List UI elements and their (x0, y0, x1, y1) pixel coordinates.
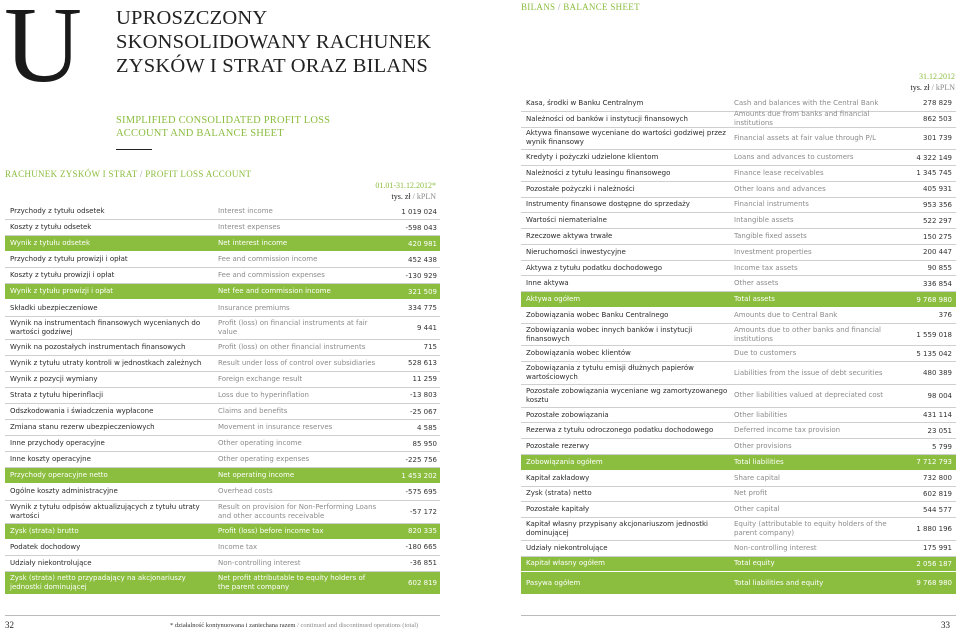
row-label-en: Amounts due to Central Bank (734, 310, 838, 319)
row-label-en: Fee and commission income (218, 255, 318, 264)
footer-divider-right (521, 615, 956, 616)
row-value: 9 768 980 (916, 579, 952, 588)
table-row (5, 220, 440, 236)
heading-pl: BILANS (521, 2, 556, 12)
period-label: 31.12.2012 (919, 72, 955, 81)
row-value: 11 259 (412, 375, 437, 384)
row-label-en: Total liabilities (734, 457, 784, 466)
row-value: -130 929 (405, 271, 437, 280)
row-value: 85 950 (412, 439, 437, 448)
table-row (5, 436, 440, 452)
row-label-pl: Wynik z tytułu odpisów aktualizujących z tytułu utraty wartości (10, 502, 200, 520)
table-total-row (5, 468, 440, 484)
row-value: 7 712 793 (916, 458, 952, 467)
row-label-en: Result on provision for Non-Performing Loans and other accounts receivable (218, 502, 377, 520)
row-label-pl: Rzeczowe aktywa trwałe (526, 232, 613, 240)
table-total-row (521, 572, 956, 595)
table-total-row (521, 557, 956, 573)
row-label-en: Net profit (734, 489, 768, 498)
table-row (521, 385, 956, 408)
table-row (521, 423, 956, 439)
table-row (5, 452, 440, 468)
row-value: 405 931 (923, 185, 952, 194)
row-label-pl: Zmiana stanu rezerw ubezpieczeniowych (10, 423, 155, 432)
row-value: 820 335 (408, 527, 437, 536)
row-value: 23 051 (927, 426, 952, 435)
page-number-right: 33 (941, 620, 950, 630)
row-label-pl: Pozostałe zobowiązania wyceniane wg zamortyzowanego kosztu (526, 386, 728, 404)
row-label-en: Financial assets at fair value through P/L (734, 133, 876, 142)
row-value: 602 819 (408, 578, 437, 587)
table-row (5, 556, 440, 572)
row-label-en: Interest income (218, 207, 273, 216)
unit-en: kPLN (416, 192, 436, 201)
footnote (170, 622, 418, 629)
table-row (521, 150, 956, 166)
row-value: 602 819 (923, 489, 952, 498)
row-label-pl: Zysk (strata) brutto (10, 526, 79, 535)
table-row (521, 276, 956, 292)
table-row (521, 487, 956, 503)
row-value: 420 981 (408, 239, 437, 248)
row-label-en: Other loans and advances (734, 184, 826, 193)
row-label-en: Liabilities from the issue of debt securities (734, 368, 883, 377)
row-value: 5 135 042 (916, 349, 952, 358)
table-row (5, 501, 440, 524)
row-label-pl: Odszkodowania i świadczenia wypłacone (10, 407, 154, 416)
row-value: 9 441 (416, 323, 437, 332)
table-row (521, 112, 956, 128)
row-label-pl: Udziały niekontrolujące (526, 543, 608, 552)
table-total-row (5, 236, 440, 252)
table-row (5, 317, 440, 340)
row-label-pl: Instrumenty finansowe dostępne do sprzedaży (526, 200, 690, 209)
row-value: 1 345 745 (916, 169, 952, 178)
table-row (521, 261, 956, 277)
row-label-en: Other liabilities valued at depreciated cost (734, 391, 884, 400)
row-label-pl: Udziały niekontrolujące (10, 558, 92, 567)
unit-en: kPLN (935, 83, 955, 92)
table-row (521, 229, 956, 245)
row-value: 301 739 (923, 134, 952, 143)
row-label-en: Non-controlling interest (218, 558, 301, 567)
row-label-pl: Nieruchomości inwestycyjne (526, 247, 626, 256)
row-value: 4 585 (416, 423, 437, 432)
table-row (5, 420, 440, 436)
row-label-pl: Aktywa finansowe wyceniane do wartości godziwej przez wynik finansowy (526, 129, 726, 147)
row-value: -598 043 (405, 223, 437, 232)
row-value: 321 509 (408, 287, 437, 296)
row-label-en: Cash and balances with the Central Bank (734, 98, 879, 107)
table-row (521, 182, 956, 198)
row-label-en: Other operating income (218, 439, 302, 448)
row-label-en: Profit (loss) on financial instruments at fair value (218, 318, 368, 336)
row-label-pl: Przychody z tytułu odsetek (10, 207, 105, 216)
row-label-en: Claims and benefits (218, 407, 288, 416)
footer-divider-left (5, 615, 440, 616)
row-label-pl: Przychody operacyjne netto (10, 471, 108, 480)
row-label-pl: Pozostałe zobowiązania (526, 410, 609, 419)
table-row (521, 362, 956, 385)
table-total-row (5, 524, 440, 540)
table-row (5, 340, 440, 356)
row-label-pl: Zobowiązania wobec klientów (526, 349, 631, 358)
row-label-en: Fee and commission expenses (218, 271, 325, 280)
row-label-en: Non-controlling interest (734, 543, 817, 552)
row-label-en: Profit (loss) on other financial instruments (218, 342, 366, 351)
row-label-en: Due to customers (734, 349, 797, 358)
footnote-en: continued and discontinued operations (total) (300, 622, 419, 629)
table-total-row (521, 292, 956, 308)
table-total-row (5, 284, 440, 300)
row-value: 953 356 (923, 200, 952, 209)
row-value: -25 067 (409, 407, 437, 416)
row-value: 1 019 024 (401, 207, 437, 216)
row-label-pl: Kredyty i pożyczki udzielone klientom (526, 153, 659, 162)
row-label-pl: Należności od banków i instytucji finansowych (526, 114, 688, 123)
row-value: 862 503 (923, 115, 952, 124)
row-label-en: Other assets (734, 279, 779, 288)
table-row (5, 252, 440, 268)
row-value: -36 851 (409, 559, 437, 568)
period-label: 01.01-31.12.2012* (375, 181, 436, 190)
row-value: 4 322 149 (916, 153, 952, 162)
income-statement-column-header (340, 181, 436, 201)
row-label-pl: Kapitał zakładowy (526, 473, 590, 482)
row-label-pl: Podatek dochodowy (10, 542, 81, 551)
row-label-pl: Przychody z tytułu prowizji i opłat (10, 255, 128, 264)
table-row (521, 198, 956, 214)
row-label-en: Intangible assets (734, 216, 794, 225)
row-label-en: Net operating income (218, 471, 295, 480)
row-label-pl: Zobowiązania ogółem (526, 457, 603, 466)
row-value: 9 768 980 (916, 295, 952, 304)
row-value: 1 453 202 (401, 471, 437, 480)
table-total-row (521, 455, 956, 471)
income-statement-heading (5, 169, 251, 179)
table-row (5, 268, 440, 284)
row-value: 1 880 196 (916, 524, 952, 533)
row-label-en: Other operating expenses (218, 455, 310, 464)
row-value: 334 775 (408, 304, 437, 313)
row-label-pl: Pozostałe kapitały (526, 505, 590, 514)
row-label-pl: Kapitał własny ogółem (526, 559, 605, 568)
table-row (521, 439, 956, 455)
row-value: 528 613 (408, 359, 437, 368)
row-value: 200 447 (923, 248, 952, 257)
row-label-en: Investment properties (734, 247, 812, 256)
row-value: 90 855 (927, 264, 952, 273)
row-label-pl: Wynik z pozycji wymiany (10, 374, 98, 383)
row-value: 431 114 (923, 411, 952, 419)
heading-separator: / (137, 169, 146, 179)
table-row (521, 128, 956, 151)
row-label-en: Loss due to hyperinflation (218, 390, 309, 399)
balance-sheet-heading (521, 2, 640, 12)
table-row (5, 300, 440, 316)
table-row (521, 308, 956, 324)
row-label-pl: Kasa, środki w Banku Centralnym (526, 98, 644, 107)
row-label-en: Movement in insurance reserves (218, 423, 333, 432)
row-label-pl: Koszty z tytułu prowizji i opłat (10, 271, 115, 280)
row-label-en: Other capital (734, 505, 780, 514)
row-label-pl: Aktywa ogółem (526, 295, 581, 304)
row-label-en: Total equity (734, 559, 775, 568)
row-label-pl: Pozostałe pożyczki i należności (526, 184, 635, 193)
heading-separator: / (555, 2, 564, 12)
table-row (5, 484, 440, 500)
row-value: -13 803 (409, 391, 437, 400)
row-label-pl: Wynik z tytułu utraty kontroli w jednostkach zależnych (10, 358, 202, 367)
row-label-en: Total assets (734, 295, 775, 304)
row-label-en: Equity (attributable to equity holders of the parent company) (734, 519, 887, 537)
page-subtitle: SIMPLIFIED CONSOLIDATED PROFIT LOSS ACCOUNT AND BALANCE SHEET (116, 115, 331, 139)
table-row (521, 518, 956, 541)
row-label-pl: Zysk (strata) netto (526, 489, 592, 498)
unit-label (340, 192, 436, 201)
row-label-pl: Aktywa z tytułu podatku dochodowego (526, 263, 663, 272)
row-label-en: Other provisions (734, 442, 792, 451)
heading-en: BALANCE SHEET (563, 2, 640, 12)
row-value: 732 800 (923, 474, 952, 483)
row-label-pl: Pasywa ogółem (526, 578, 581, 587)
table-row (5, 388, 440, 404)
table-row (5, 540, 440, 556)
unit-separator: / (929, 83, 936, 92)
unit-pl: tys. zł (391, 192, 411, 201)
row-label-en: Other liabilities (734, 410, 788, 419)
row-label-pl: Inne przychody operacyjne (10, 439, 105, 448)
row-label-en: Insurance premiums (218, 303, 290, 312)
table-row (521, 213, 956, 229)
row-label-en: Interest expenses (218, 223, 281, 232)
footnote-separator: / (295, 622, 301, 629)
row-value: 2 056 187 (916, 559, 952, 568)
heading-pl: RACHUNEK ZYSKÓW I STRAT (5, 169, 138, 179)
row-label-en: Net interest income (218, 239, 288, 248)
table-row (521, 408, 956, 424)
table-row (521, 324, 956, 347)
row-label-pl: Wynik z tytułu prowizji i opłat (10, 287, 114, 296)
row-label-en: Share capital (734, 473, 780, 482)
title-divider (116, 149, 152, 150)
row-label-pl: Strata z tytułu hiperinflacji (10, 390, 104, 399)
row-value: 522 297 (923, 216, 952, 225)
row-label-en: Financial instruments (734, 200, 809, 209)
row-value: 98 004 (927, 391, 952, 400)
row-label-pl: Ogólne koszty administracyjne (10, 487, 118, 496)
row-label-en: Total liabilities and equity (734, 578, 824, 587)
row-value: -180 665 (405, 543, 437, 552)
row-value: 150 275 (923, 232, 952, 241)
row-label-en: Net fee and commission income (218, 287, 331, 296)
row-label-pl: Należności z tytułu leasingu finansowego (526, 168, 671, 177)
row-value: -575 695 (405, 487, 437, 496)
row-value: 715 (423, 343, 437, 352)
unit-separator: / (410, 192, 417, 201)
row-value: 544 577 (923, 505, 952, 514)
row-label-en: Net profit attributable to equity holders of the parent company (218, 573, 366, 591)
table-total-row (5, 572, 440, 595)
row-label-pl: Pozostałe rezerwy (526, 442, 590, 451)
row-label-pl: Wynik na pozostałych instrumentach finansowych (10, 342, 186, 351)
page-title: UPROSZCZONY SKONSOLIDOWANY RACHUNEK ZYSKÓW I STRAT ORAZ BILANS (116, 7, 432, 77)
row-label-pl: Wynik z tytułu odsetek (10, 239, 91, 248)
row-label-pl: Wartości niematerialne (526, 216, 607, 225)
row-label-en: Income tax (218, 542, 258, 551)
table-row (521, 471, 956, 487)
unit-label (855, 83, 955, 92)
footnote-pl: działalność kontynuowana i zaniechana razem (173, 622, 296, 629)
row-value: 480 389 (923, 369, 952, 378)
row-label-en: Overhead costs (218, 487, 273, 496)
row-label-pl: Inne koszty operacyjne (10, 455, 91, 464)
table-row (521, 166, 956, 182)
table-row (521, 502, 956, 518)
row-label-pl: Inne aktywa (526, 279, 569, 288)
table-row (521, 245, 956, 261)
row-value: -225 756 (405, 455, 437, 464)
row-value: 175 991 (923, 544, 952, 553)
row-label-en: Profit (loss) before income tax (218, 526, 324, 535)
row-value: 452 438 (408, 255, 437, 264)
row-label-pl: Składki ubezpieczeniowe (10, 303, 98, 312)
row-value: 1 559 018 (916, 330, 952, 339)
row-value: 5 799 (931, 442, 952, 451)
table-row (521, 541, 956, 557)
row-label-en: Result under loss of control over subsidiaries (218, 358, 376, 367)
row-label-pl: Koszty z tytułu odsetek (10, 223, 92, 232)
decorative-initial: U (4, 0, 82, 105)
row-value: 278 829 (923, 99, 952, 108)
row-label-pl: Rezerwa z tytułu odroczonego podatku dochodowego (526, 426, 714, 435)
row-label-pl: Zobowiązania wobec innych banków i instytucji finansowych (526, 325, 693, 343)
heading-en: PROFIT LOSS ACCOUNT (145, 169, 252, 179)
unit-pl: tys. zł (910, 83, 930, 92)
row-label-pl: Zobowiązania wobec Banku Centralnego (526, 310, 669, 319)
row-label-pl: Zobowiązania z tytułu emisji dłużnych papierów wartościowych (526, 364, 694, 382)
table-row (5, 372, 440, 388)
income-statement-table (5, 204, 440, 595)
row-value: 376 (938, 311, 952, 320)
table-row (5, 356, 440, 372)
row-label-en: Income tax assets (734, 263, 798, 272)
row-label-pl: Wynik na instrumentach finansowych wycenianych do wartości godziwej (10, 318, 201, 336)
row-value: -57 172 (409, 507, 437, 516)
row-label-en: Amounts due to other banks and financial institutions (734, 325, 882, 343)
row-label-en: Amounts due from banks and financial institutions (734, 110, 870, 128)
row-label-en: Tangible fixed assets (734, 232, 807, 240)
row-label-en: Foreign exchange result (218, 374, 303, 383)
row-label-pl: Zysk (strata) netto przypadający na akcjonariuszy jednostki dominującej (10, 573, 186, 591)
row-label-en: Loans and advances to customers (734, 153, 854, 162)
footnote-mark: * (170, 622, 174, 629)
table-row (521, 346, 956, 362)
balance-sheet-column-header (855, 72, 955, 92)
balance-sheet-table (521, 96, 956, 595)
page-number-left: 32 (5, 620, 14, 630)
row-label-en: Deferred income tax provision (734, 426, 841, 435)
table-row (5, 404, 440, 420)
row-label-pl: Kapitał własny przypisany akcjonariuszom jednostki dominującej (526, 519, 708, 537)
row-value: 336 854 (923, 279, 952, 288)
table-row (5, 204, 440, 220)
row-label-en: Finance lease receivables (734, 168, 824, 177)
